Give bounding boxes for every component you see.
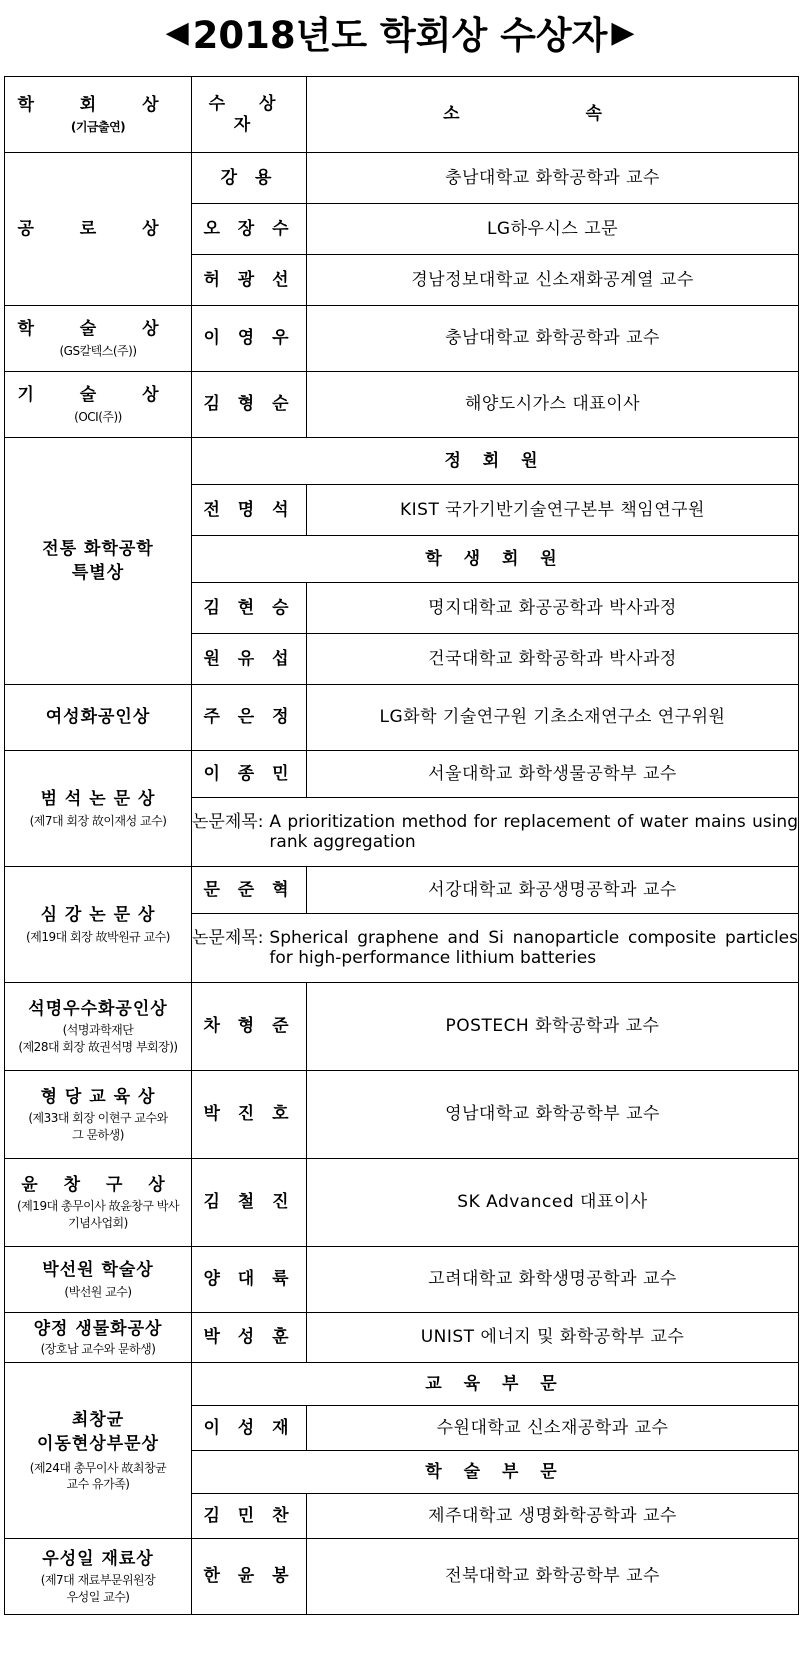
award-seokmyeong: 석명우수화공인상 (석명과학재단 (제28대 회장 故권석명 부회장)) xyxy=(5,983,192,1071)
award-yeoseong: 여성화공인상 xyxy=(5,685,192,751)
recipient: 주 은 정 xyxy=(192,685,307,751)
recipient: 김 현 승 xyxy=(192,583,307,634)
award-yunchang: 윤 창 구 상 (제19대 총무이사 故윤창구 박사 기념사업회) xyxy=(5,1159,192,1247)
paper-label: 논문제목: xyxy=(192,927,264,948)
award-hyeongdang: 형 당 교 육 상 (제33대 회장 이현구 교수와 그 문하생) xyxy=(5,1071,192,1159)
affiliation: POSTECH 화학공학과 교수 xyxy=(307,983,799,1071)
paper-title-cell xyxy=(192,914,799,983)
table-row xyxy=(5,751,799,798)
affiliation: 제주대학교 생명화학공학과 교수 xyxy=(307,1494,799,1539)
recipient: 전 명 석 xyxy=(192,485,307,536)
award-haksul: 학 술 상 (GS칼텍스(주)) xyxy=(5,306,192,372)
table-row xyxy=(5,685,799,751)
left-triangle-icon: ◀ xyxy=(165,14,189,50)
paper-title-cell xyxy=(192,798,799,867)
section-label: 교 육 부 문 xyxy=(192,1363,799,1406)
recipient: 한 윤 봉 xyxy=(192,1539,307,1615)
recipient: 박 진 호 xyxy=(192,1071,307,1159)
right-triangle-icon: ▶ xyxy=(611,14,635,50)
awards-table xyxy=(4,76,799,1615)
recipient: 이 종 민 xyxy=(192,751,307,798)
table-row xyxy=(5,1363,799,1406)
section-label: 정 회 원 xyxy=(192,438,799,485)
recipient: 문 준 혁 xyxy=(192,867,307,914)
recipient: 양 대 륙 xyxy=(192,1247,307,1313)
award-beomseok: 범 석 논 문 상 (제7대 회장 故이재성 교수) xyxy=(5,751,192,867)
recipient: 김 형 순 xyxy=(192,372,307,438)
recipient: 김 민 찬 xyxy=(192,1494,307,1539)
recipient: 박 성 훈 xyxy=(192,1313,307,1363)
table-row xyxy=(5,306,799,372)
header-recipient: 수 상 자 xyxy=(192,77,307,153)
table-row xyxy=(5,867,799,914)
paper-title: Spherical graphene and Si nanoparticle composite particles for high-performance lithium batteries xyxy=(269,927,798,968)
affiliation: 서강대학교 화공생명공학과 교수 xyxy=(307,867,799,914)
recipient: 강 용 xyxy=(192,153,307,204)
header-award: 학 회 상 (기금출연) xyxy=(5,77,192,153)
award-wooseongil: 우성일 재료상 (제7대 재료부문위원장 우성일 교수) xyxy=(5,1539,192,1615)
table-row xyxy=(5,1313,799,1363)
table-header-row xyxy=(5,77,799,153)
award-simgang: 심 강 논 문 상 (제19대 회장 故박원규 교수) xyxy=(5,867,192,983)
affiliation: 경남정보대학교 신소재화공계열 교수 xyxy=(307,255,799,306)
section-label: 학 술 부 문 xyxy=(192,1451,799,1494)
recipient: 차 형 준 xyxy=(192,983,307,1071)
recipient: 김 철 진 xyxy=(192,1159,307,1247)
affiliation: LG하우시스 고문 xyxy=(307,204,799,255)
table-row xyxy=(5,1539,799,1615)
page-title xyxy=(0,0,800,64)
recipient: 이 영 우 xyxy=(192,306,307,372)
paper-label: 논문제목: xyxy=(192,811,264,832)
award-gisul: 기 술 상 (OCI(주)) xyxy=(5,372,192,438)
table-row xyxy=(5,1071,799,1159)
award-gongro: 공 로 상 xyxy=(5,153,192,306)
affiliation: 건국대학교 화학공학과 박사과정 xyxy=(307,634,799,685)
affiliation: 충남대학교 화학공학과 교수 xyxy=(307,306,799,372)
table-row xyxy=(5,153,799,204)
affiliation: 영남대학교 화학공학부 교수 xyxy=(307,1071,799,1159)
award-parkseonwon: 박선원 학술상 (박선원 교수) xyxy=(5,1247,192,1313)
title-text: 2018년도 학회상 수상자 xyxy=(192,14,608,57)
affiliation: SK Advanced 대표이사 xyxy=(307,1159,799,1247)
award-yangjeong: 양정 생물화공상 (장호남 교수와 문하생) xyxy=(5,1313,192,1363)
affiliation: LG화학 기술연구원 기초소재연구소 연구위원 xyxy=(307,685,799,751)
section-label: 학 생 회 원 xyxy=(192,536,799,583)
affiliation: 서울대학교 화학생물공학부 교수 xyxy=(307,751,799,798)
recipient: 원 유 섭 xyxy=(192,634,307,685)
affiliation: 충남대학교 화학공학과 교수 xyxy=(307,153,799,204)
affiliation: UNIST 에너지 및 화학공학부 교수 xyxy=(307,1313,799,1363)
award-choichanggyun: 최창균 이동현상부문상 (제24대 총무이사 故최창균 교수 유가족) xyxy=(5,1363,192,1539)
affiliation: 명지대학교 화공공학과 박사과정 xyxy=(307,583,799,634)
table-row xyxy=(5,372,799,438)
affiliation: 고려대학교 화학생명공학과 교수 xyxy=(307,1247,799,1313)
table-row xyxy=(5,983,799,1071)
award-jeontong: 전통 화학공학 특별상 xyxy=(5,438,192,685)
recipient: 이 성 재 xyxy=(192,1406,307,1451)
affiliation: 수원대학교 신소재공학과 교수 xyxy=(307,1406,799,1451)
recipient: 허 광 선 xyxy=(192,255,307,306)
table-row xyxy=(5,1247,799,1313)
table-row xyxy=(5,438,799,485)
affiliation: KIST 국가기반기술연구본부 책임연구원 xyxy=(307,485,799,536)
affiliation: 해양도시가스 대표이사 xyxy=(307,372,799,438)
header-affiliation: 소 속 xyxy=(307,77,799,153)
table-row xyxy=(5,1159,799,1247)
affiliation: 전북대학교 화학공학부 교수 xyxy=(307,1539,799,1615)
paper-title: A prioritization method for replacement of water mains using rank aggregation xyxy=(269,811,798,852)
recipient: 오 장 수 xyxy=(192,204,307,255)
